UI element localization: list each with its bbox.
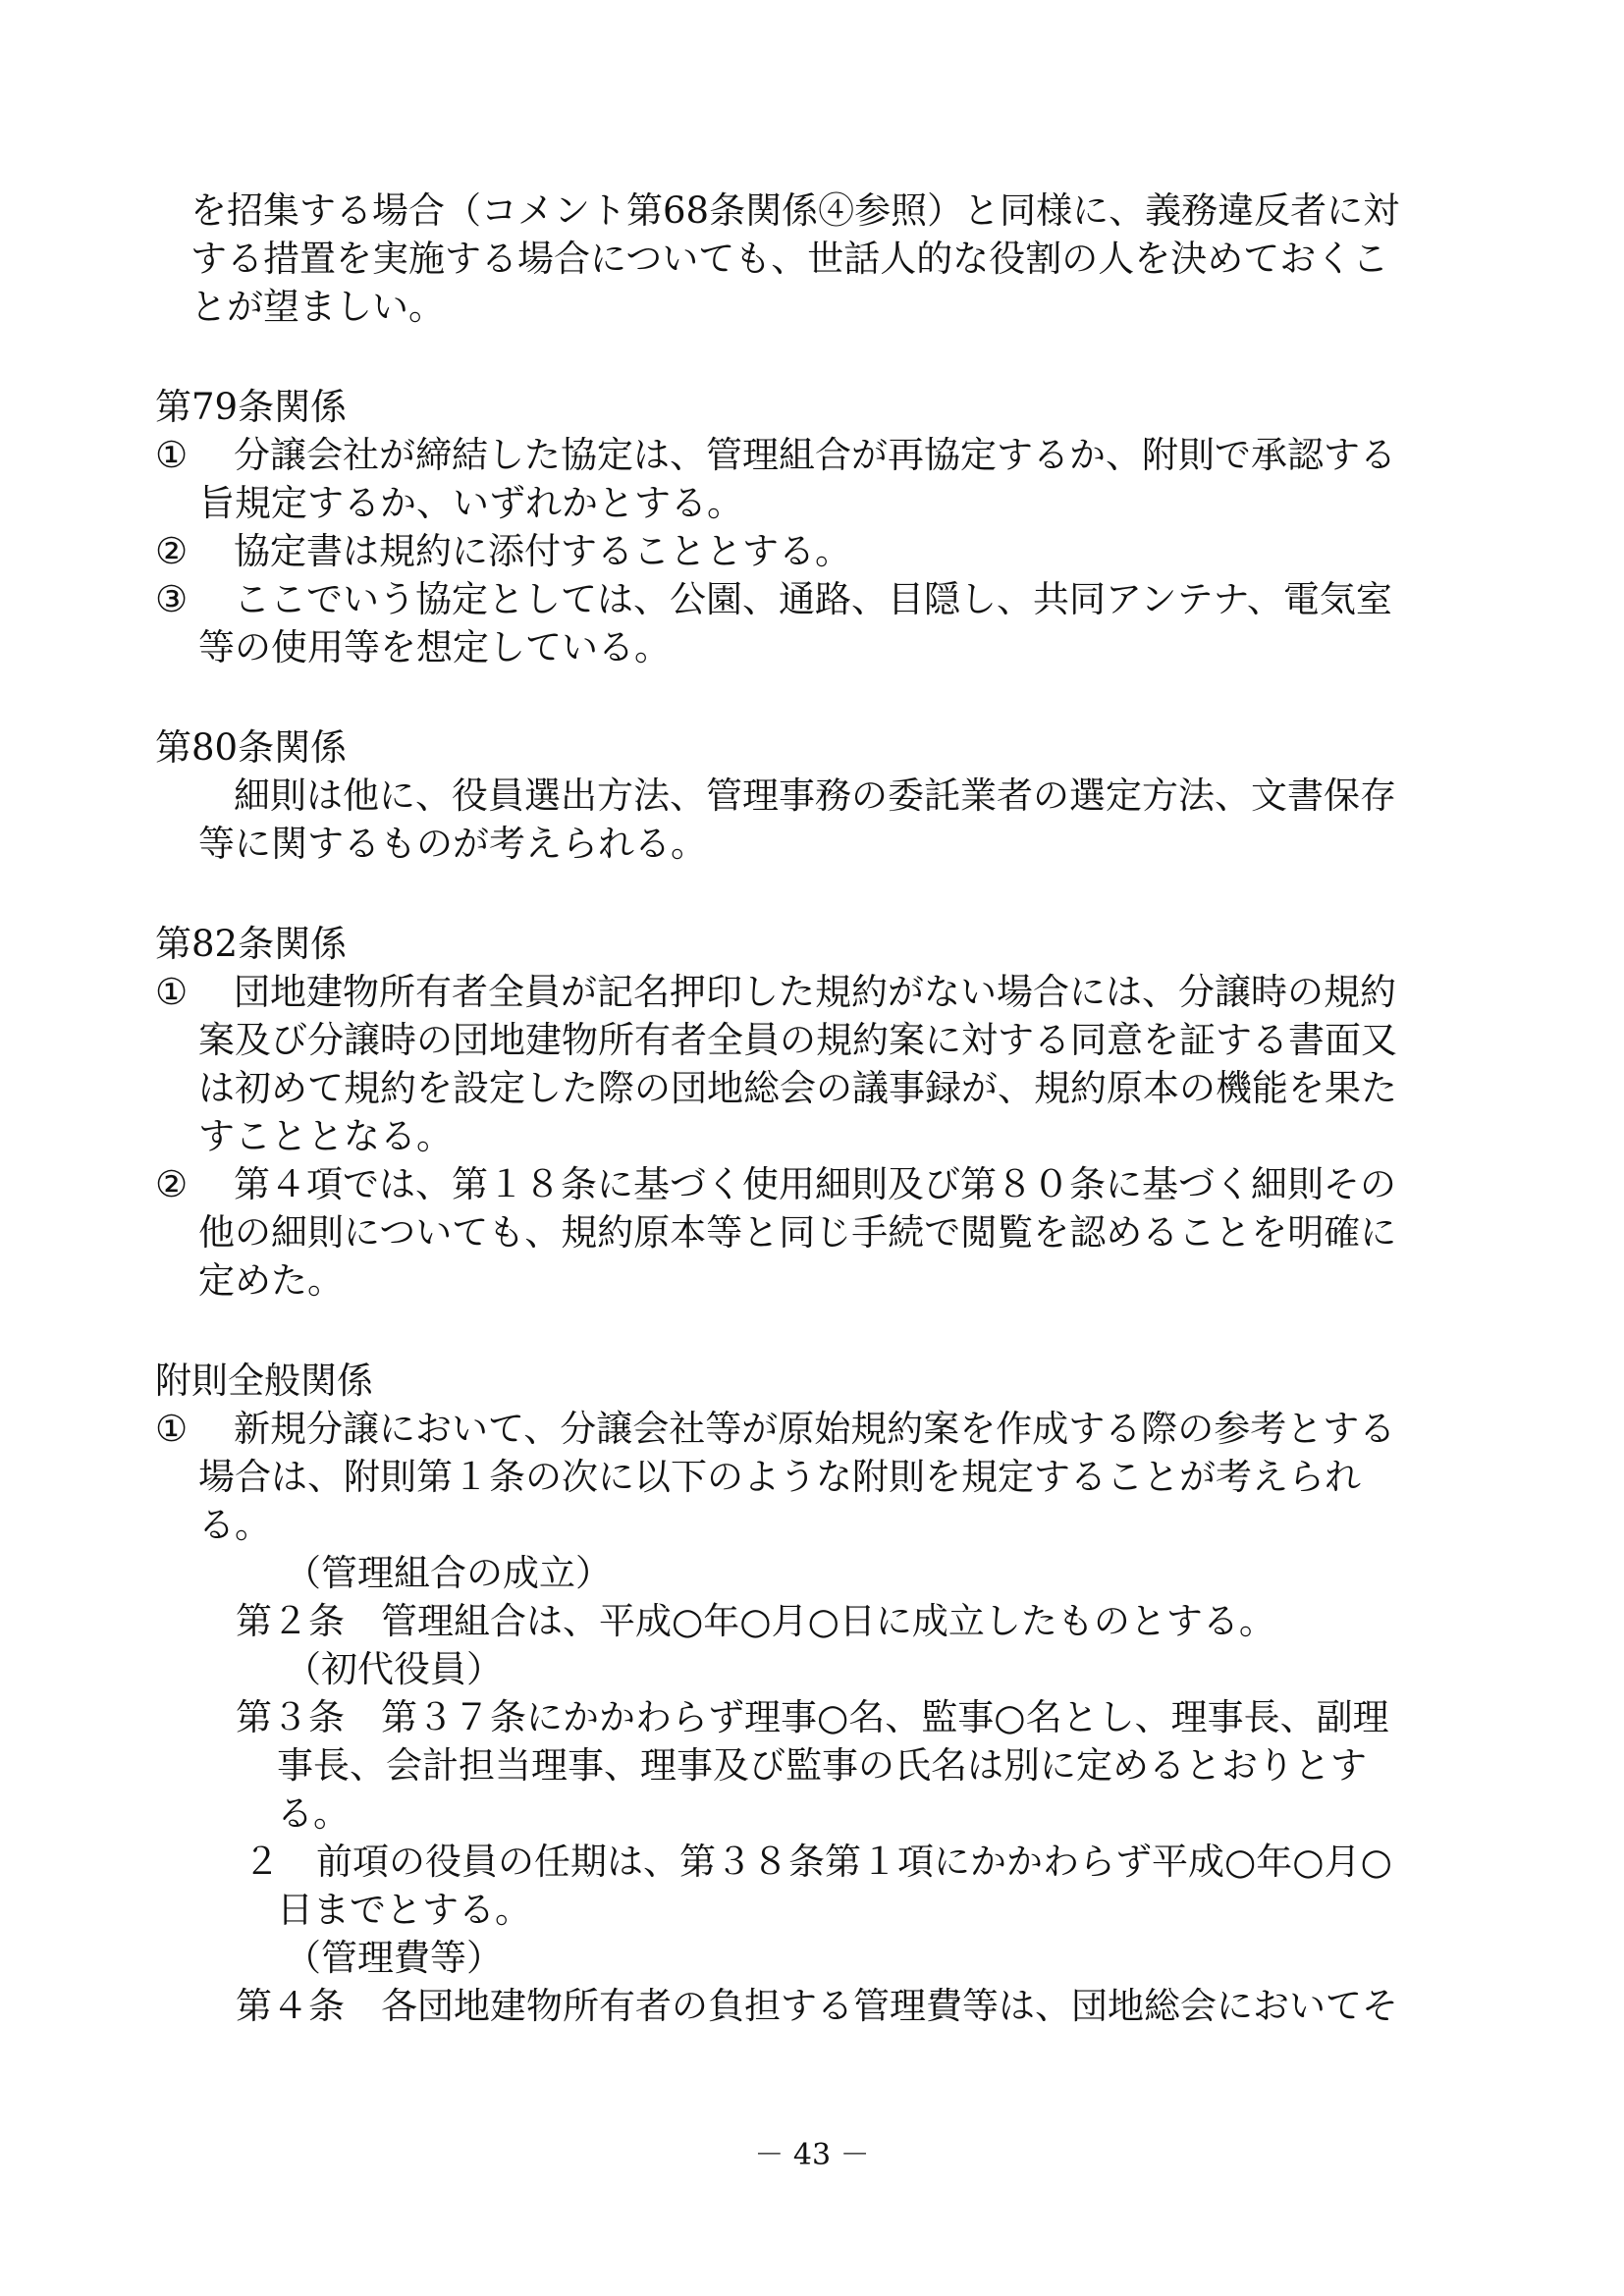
item-number: ② <box>155 530 189 572</box>
page-number: － 43 － <box>754 2138 870 2172</box>
text-line: 第４項では、第１８条に基づく使用細則及び第８０条に基づく細則その <box>234 1163 1396 1205</box>
article <box>155 1693 1476 1838</box>
item-number: ① <box>155 1408 189 1450</box>
item-number: ① <box>155 434 189 476</box>
list-item <box>155 1405 1476 1549</box>
text-line: る。 <box>277 1792 350 1835</box>
article <box>155 1982 1476 2030</box>
text-line: 他の細則についても、規約原本等と同じ手続で閲覧を認めることを明確に <box>198 1211 1397 1254</box>
article-caption: （管理費等） <box>285 1937 503 1979</box>
text-line: 団地建物所有者全員が記名押印した規約がない場合には、分譲時の規約 <box>234 971 1396 1013</box>
paragraph <box>155 772 1476 868</box>
text-line: は初めて規約を設定した際の団地総会の議事録が、規約原本の機能を果た <box>198 1067 1397 1109</box>
text-line: 分譲会社が締結した協定は、管理組合が再協定するか、附則で承認する <box>234 434 1396 476</box>
text-line: 案及び分譲時の団地建物所有者全員の規約案に対する同意を証する書面又 <box>198 1019 1397 1061</box>
text-line: 旨規定するか、いずれかとする。 <box>198 482 743 524</box>
list-item <box>155 968 1476 1160</box>
intro-paragraph <box>155 187 1476 331</box>
list-item <box>155 575 1476 671</box>
text-line: 等の使用等を想定している。 <box>198 626 671 668</box>
text-line: 場合は、附則第１条の次に以下のような附則を規定することが考えられ <box>198 1456 1361 1498</box>
item-number: ① <box>155 971 189 1013</box>
article <box>155 1597 1476 1645</box>
text-line: とが望ましい。 <box>190 286 445 328</box>
text-line: する措置を実施する場合についても、世話人的な役割の人を決めておくこ <box>190 238 1389 280</box>
list-item <box>155 1160 1476 1305</box>
section-heading-82: 第82条関係 <box>155 923 348 965</box>
list-item <box>155 431 1476 527</box>
text-line: 第４条 各団地建物所有者の負担する管理費等は、団地総会においてそ <box>236 1985 1398 2027</box>
section-heading-79: 第79条関係 <box>155 386 348 428</box>
item-number: ② <box>155 1163 189 1205</box>
text-line: 細則は他に、役員選出方法、管理事務の委託業者の選定方法、文書保存 <box>234 774 1396 817</box>
text-line: 第３条 第３７条にかかわらず理事○名、監事○名とし、理事長、副理 <box>236 1696 1389 1738</box>
text-line: 事長、会計担当理事、理事及び監事の氏名は別に定めるとおりとす <box>277 1744 1367 1787</box>
text-line: すこととなる。 <box>198 1115 453 1157</box>
text-line: 定めた。 <box>198 1259 344 1302</box>
text-line: を招集する場合（コメント第68条関係④参照）と同様に、義務違反者に対 <box>190 189 1400 232</box>
text-line: 第２条 管理組合は、平成○年○月○日に成立したものとする。 <box>236 1600 1275 1642</box>
section-heading-80: 第80条関係 <box>155 726 348 769</box>
text-line: 日までとする。 <box>277 1889 531 1931</box>
text-line: ここでいう協定としては、公園、通路、目隠し、共同アンテナ、電気室 <box>234 578 1392 620</box>
article-caption: （初代役員） <box>285 1648 503 1690</box>
text-line: る。 <box>198 1504 271 1546</box>
section-heading-supplementary: 附則全般関係 <box>155 1360 373 1402</box>
document-page <box>155 187 1476 2030</box>
list-item <box>155 527 1476 575</box>
text-line: 等に関するものが考えられる。 <box>198 823 707 865</box>
text-line: 新規分譲において、分譲会社等が原始規約案を作成する際の参考とする <box>234 1408 1396 1450</box>
item-number: ③ <box>155 578 189 620</box>
article-paragraph <box>155 1838 1476 1934</box>
article-caption: （管理組合の成立） <box>285 1552 612 1594</box>
text-line: 協定書は規約に添付することとする。 <box>234 530 851 572</box>
text-line: ２ 前項の役員の任期は、第３８条第１項にかかわらず平成○年○月○ <box>244 1841 1392 1883</box>
